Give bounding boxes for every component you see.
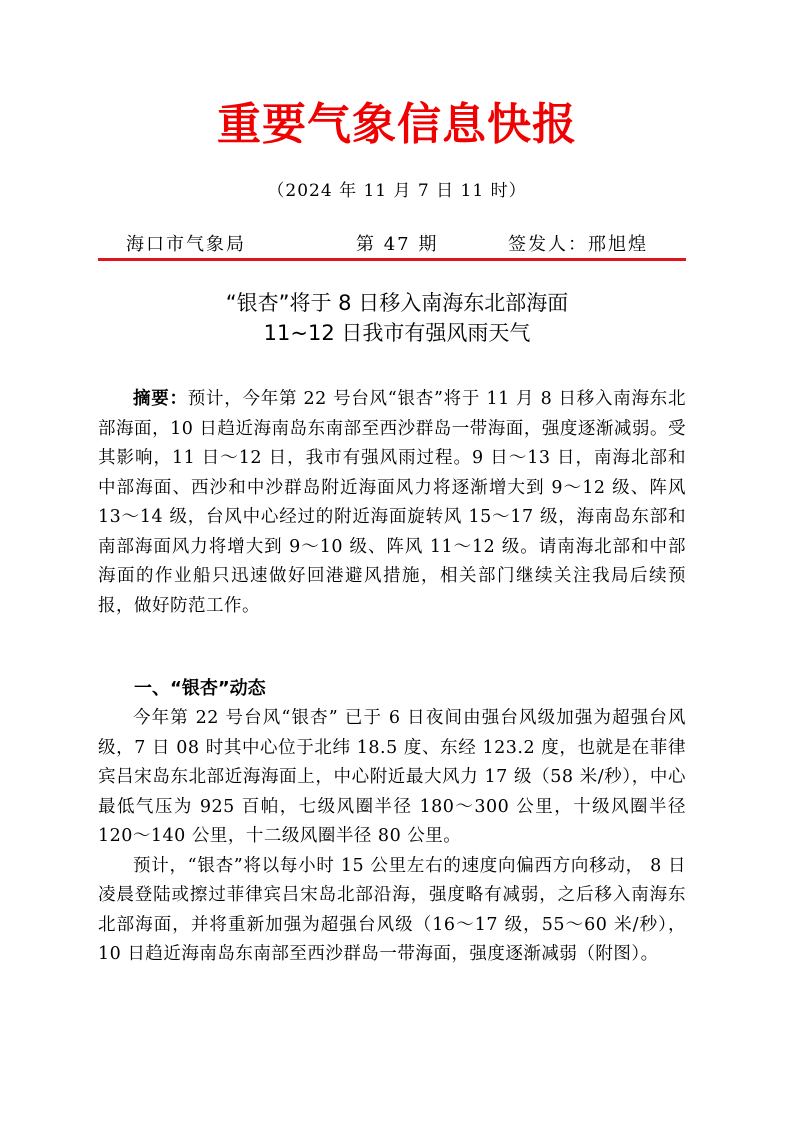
header-divider (98, 258, 686, 261)
abstract-label: 摘要： (133, 389, 188, 409)
section-body (98, 704, 686, 970)
paragraph: 预计，“银杏”将以每小时 15 公里左右的速度向偏西方向移动， 8 日凌晨登陆或擦过菲律宾吕宋岛北部沿海，强度略有减弱，之后移入南海东北部海面，并将重新加强为超强台风级（16～17 级，55～60 米/秒），10 日趋近海南岛东南部至西沙群岛一带海面，强度逐渐减弱（附图）。 (98, 855, 686, 964)
document-title: 重要气象信息快报 (217, 99, 577, 150)
paragraph: 今年第 22 号台风“银杏” 已于 6 日夜间由强台风级加强为超强台风级，7 日 08 时其中心位于北纬 18.5 度、东经 123.2 度，也就是在菲律宾吕宋岛东北部近海海面上，中心附近最大风力 17 级（58 米/秒），中心最低气压为 925 百帕，七级风圈半径 180～300 公里，十级风圈半径 120～140 公里，十二级风圈半径 80 公里。 (98, 708, 686, 846)
headline-line-1: “银杏”将于 8 日移入南海东北部海面 (225, 291, 569, 315)
abstract-text: 预计，今年第 22 号台风“银杏”将于 11 月 8 日移入南海东北部海面，10 日趋近海南岛东南部至西沙群岛一带海面，强度逐渐减弱。受其影响，11 日～12 日，我市有强风雨过程。9 日～13 日，南海北部和中部海面、西沙和中沙群岛附近海面风力将逐渐增大到 9～12 级、阵风 13～14 级，台风中心经过的附近海面旋转风 15～17 级，海南岛东部和南部海面风力将增大到 9～10 级、阵风 11～12 级。请南海北部和中部海面的作业船只迅速做好回港避风措施，相关部门继续关注我局后续预报，做好防范工作。 (98, 389, 686, 616)
headline (0, 288, 794, 348)
section-heading: 一、“银杏”动态 (134, 678, 266, 699)
headline-line-2: 11~12 日我市有强风雨天气 (263, 321, 531, 345)
issue-date: （2024 年 11 月 7 日 11 时） (267, 181, 527, 201)
issue-number: 第 47 期 (356, 234, 439, 255)
abstract (98, 385, 686, 621)
signer: 签发人：邢旭煌 (508, 234, 648, 255)
issuer: 海口市气象局 (126, 234, 246, 255)
